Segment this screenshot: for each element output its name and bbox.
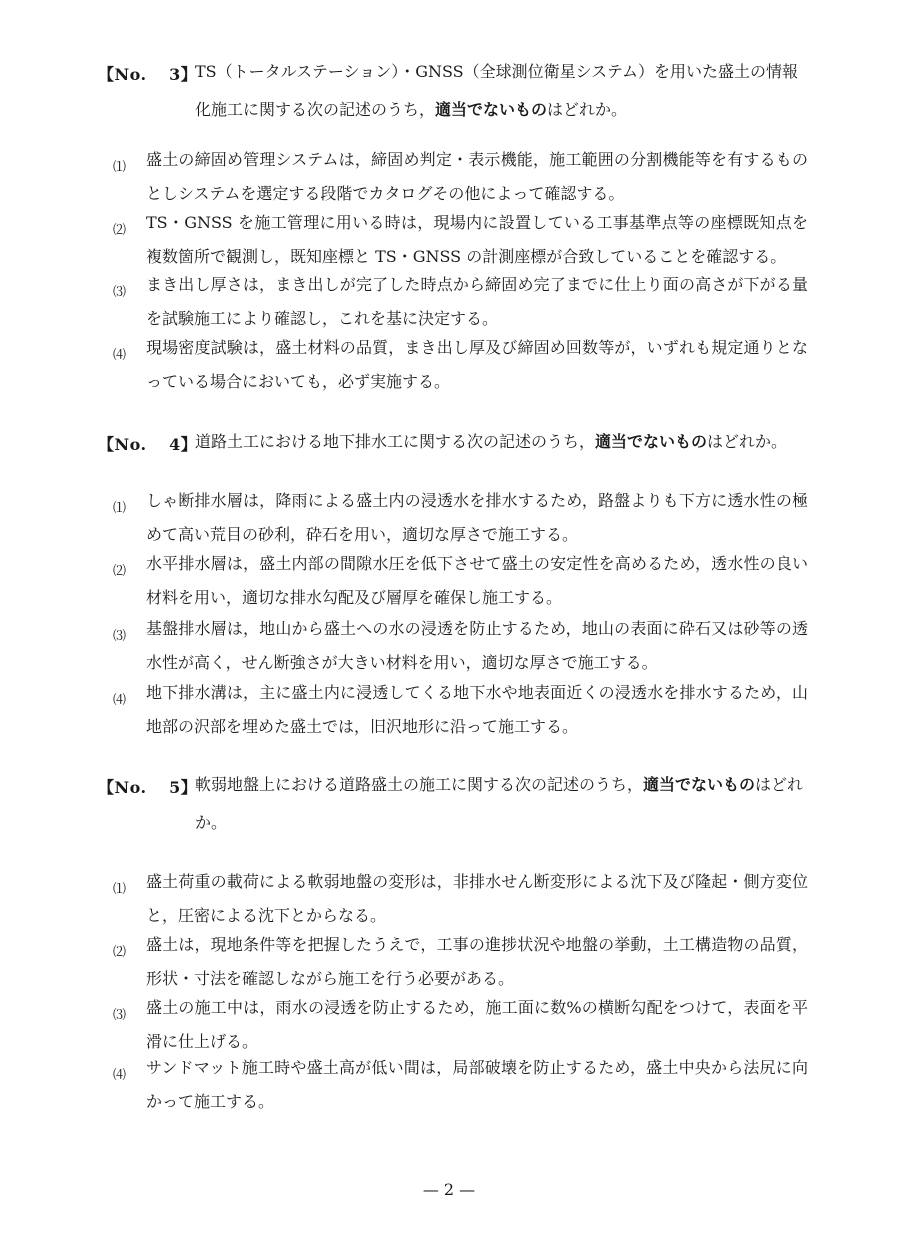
- option-number: ⑶: [113, 285, 127, 300]
- option-text: 盛土の施工中は，雨水の浸透を防止するため，施工面に数%の横断勾配をつけて，表面を平滑に仕上げる。: [146, 998, 808, 1051]
- option-text: 地下排水溝は，主に盛土内に浸透してくる地下水や地表面近くの浸透水を排水するため，山地部の沢部を埋めた盛土では，旧沢地形に沿って施工する。: [146, 683, 808, 736]
- option-text: TS・GNSS を施工管理に用いる時は，現場内に設置している工事基準点等の座標既知点を複数箇所で観測し，既知座標と TS・GNSS の計測座標が合致していることを確認する。: [146, 213, 808, 266]
- option-number: ⑵: [113, 223, 127, 238]
- question-number: 【No. 4】: [98, 435, 198, 454]
- stem-text: TS（トータルステーション）・GNSS（全球測位衛星システム）を用いた盛土の情報化施工に関する次の記述のうち，: [195, 62, 799, 119]
- stem-text-end: はどれか。: [547, 100, 628, 119]
- option-number: ⑵: [113, 564, 127, 579]
- option-number: ⑵: [113, 945, 127, 960]
- option-number: ⑴: [113, 501, 127, 516]
- stem-emphasis: 適当でないもの: [435, 100, 548, 119]
- option-number: ⑴: [113, 882, 127, 897]
- stem-emphasis: 適当でないもの: [643, 775, 756, 794]
- stem-text: 軟弱地盤上における道路盛土の施工に関する次の記述のうち，: [195, 775, 644, 794]
- question-stem: [195, 423, 807, 461]
- option-number: ⑶: [113, 1008, 127, 1023]
- option-text: まき出し厚さは，まき出しが完了した時点から締固め完了までに仕上り面の高さが下がる量を試験施工により確認し，これを基に決定する。: [146, 275, 808, 328]
- option-number: ⑷: [113, 693, 127, 708]
- option-text: 現場密度試験は，盛土材料の品質，まき出し厚及び締固め回数等が，いずれも規定通りとなっている場合においても，必ず実施する。: [146, 338, 808, 391]
- option-text: 基盤排水層は，地山から盛土への水の浸透を防止するため，地山の表面に砕石又は砂等の透水性が高く，せん断強さが大きい材料を用い，適切な厚さで施工する。: [146, 619, 808, 672]
- option-text: サンドマット施工時や盛土高が低い間は，局部破壊を防止するため，盛土中央から法尻に向かって施工する。: [146, 1058, 808, 1111]
- stem-text-end: はどれか。: [707, 432, 788, 451]
- question-stem: [195, 766, 807, 842]
- option-text: 盛土は，現地条件等を把握したうえで，工事の進捗状況や地盤の挙動，土工構造物の品質，形状・寸法を確認しながら施工を行う必要がある。: [146, 935, 808, 988]
- stem-text-end: はどれか。: [195, 775, 804, 832]
- option-text: しゃ断排水層は，降雨による盛土内の浸透水を排水するため，路盤よりも下方に透水性の極めて高い荒目の砂利，砕石を用い，適切な厚さで施工する。: [146, 491, 808, 544]
- question-number: 【No. 3】: [98, 65, 198, 84]
- option-number: ⑷: [113, 1068, 127, 1083]
- question-number: 【No. 5】: [98, 778, 198, 797]
- option-text: 盛土の締固め管理システムは，締固め判定・表示機能，施工範囲の分割機能等を有するものとしシステムを選定する段階でカタログその他によって確認する。: [146, 150, 808, 203]
- page-number: — 2 —: [422, 1180, 476, 1199]
- option-number: ⑶: [113, 629, 127, 644]
- option-text: 盛土荷重の載荷による軟弱地盤の変形は，非排水せん断変形による沈下及び隆起・側方変位と，圧密による沈下とからなる。: [146, 872, 808, 925]
- stem-emphasis: 適当でないもの: [595, 432, 708, 451]
- option-text: 水平排水層は，盛土内部の間隙水圧を低下させて盛土の安定性を高めるため，透水性の良い材料を用い，適切な排水勾配及び層厚を確保し施工する。: [146, 554, 808, 607]
- question-stem: [195, 53, 807, 129]
- option-number: ⑷: [113, 348, 127, 363]
- stem-text: 道路土工における地下排水工に関する次の記述のうち，: [195, 432, 596, 451]
- option-number: ⑴: [113, 160, 127, 175]
